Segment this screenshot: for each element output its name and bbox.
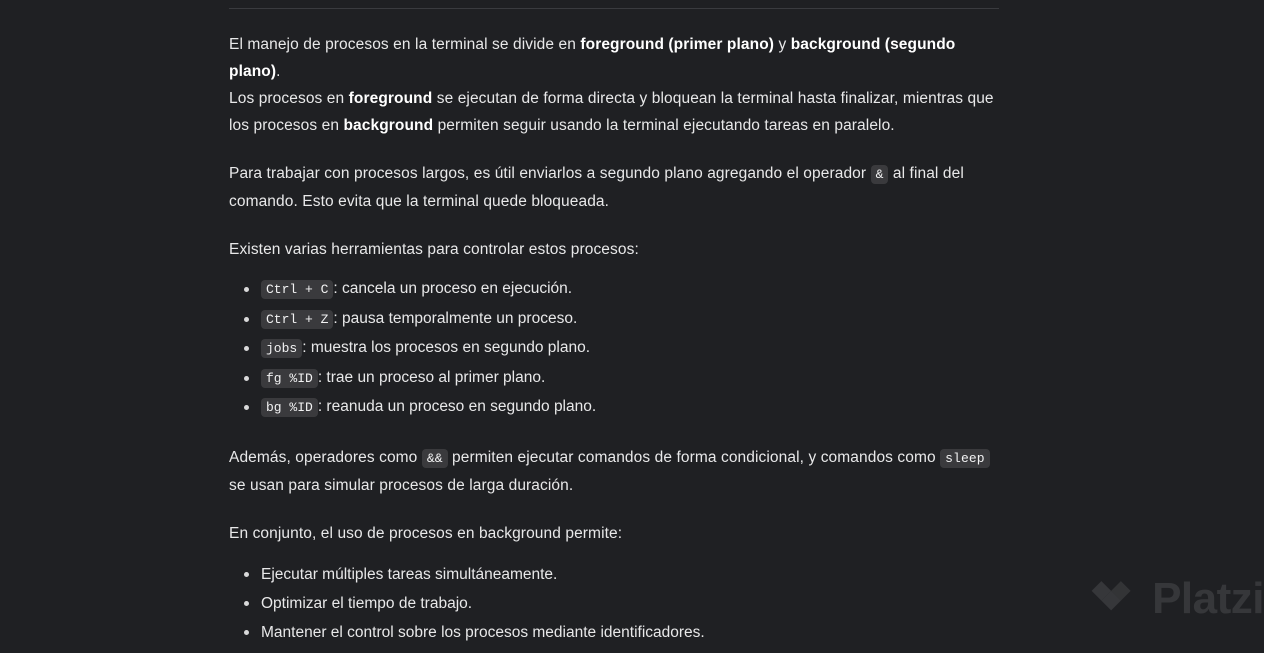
tools-intro-block [229,236,999,263]
bold-text: background (segundo plano) [229,36,956,80]
intro-block [229,31,999,139]
paragraph-tools-intro: Existen varias herramientas para controlar estos procesos: [229,241,639,258]
list-item-label: : cancela un proceso en ejecución. [333,280,573,297]
list-item [261,305,999,335]
paragraph-ampersand-operator: Para trabajar con procesos largos, es útil enviarlos a segundo plano agregando el operador & al final del comando. Esto evita que la terminal quede bloqueada. [229,165,964,210]
watermark [1090,573,1264,625]
list-item-label: : reanuda un proceso en segundo plano. [317,398,597,415]
platzi-logo-icon [1090,573,1142,625]
bold-text: foreground (primer plano) [580,36,775,53]
watermark-label: Platzi [1152,574,1264,623]
inline-code: & [871,165,889,184]
commands-list [229,275,999,423]
paragraph-foreground-explanation: Los procesos en foreground se ejecutan de forma directa y bloquean la terminal hasta finalizar, mientras que los procesos en background permiten seguir usando la terminal ejecutando tareas en paralelo. [229,90,994,134]
list-item-label: : trae un proceso al primer plano. [317,368,546,386]
list-item: Mantener el control sobre los procesos mediante identificadores. [261,618,999,647]
benefits-list [229,560,999,647]
inline-code: Ctrl + C [261,280,333,299]
ampersand-block [229,160,999,215]
divider-top [229,8,999,9]
inline-code: bg %ID [261,398,318,417]
list-item: Ejecutar múltiples tareas simultáneamente. [261,560,999,589]
inline-code: Ctrl + Z [261,310,333,329]
bold-text: foreground [348,90,433,107]
list-item-label: : muestra los procesos en segundo plano. [302,339,591,356]
inline-code: sleep [940,449,990,468]
paragraph-summary: En conjunto, el uso de procesos en background permite: [229,524,623,542]
summary-block [229,520,999,547]
list-item [261,275,999,305]
list-item [261,393,999,423]
list-item-label: : pausa temporalmente un proceso. [333,309,578,327]
paragraph-foreground-background: El manejo de procesos en la terminal se divide en foreground (primer plano) y background (segundo plano). [229,36,956,80]
list-item [261,334,999,364]
paragraph-operators: Además, operadores como && permiten ejecutar comandos de forma condicional, y comandos como sleep se usan para simular procesos de larga duración. [229,444,999,499]
inline-code: && [422,449,448,468]
list-item [261,364,999,394]
inline-code: jobs [261,339,302,358]
inline-code: fg %ID [261,369,318,388]
operators-block [229,444,999,499]
bold-text: background [343,117,434,134]
list-item: Optimizar el tiempo de trabajo. [261,589,999,618]
document-content [229,0,999,653]
